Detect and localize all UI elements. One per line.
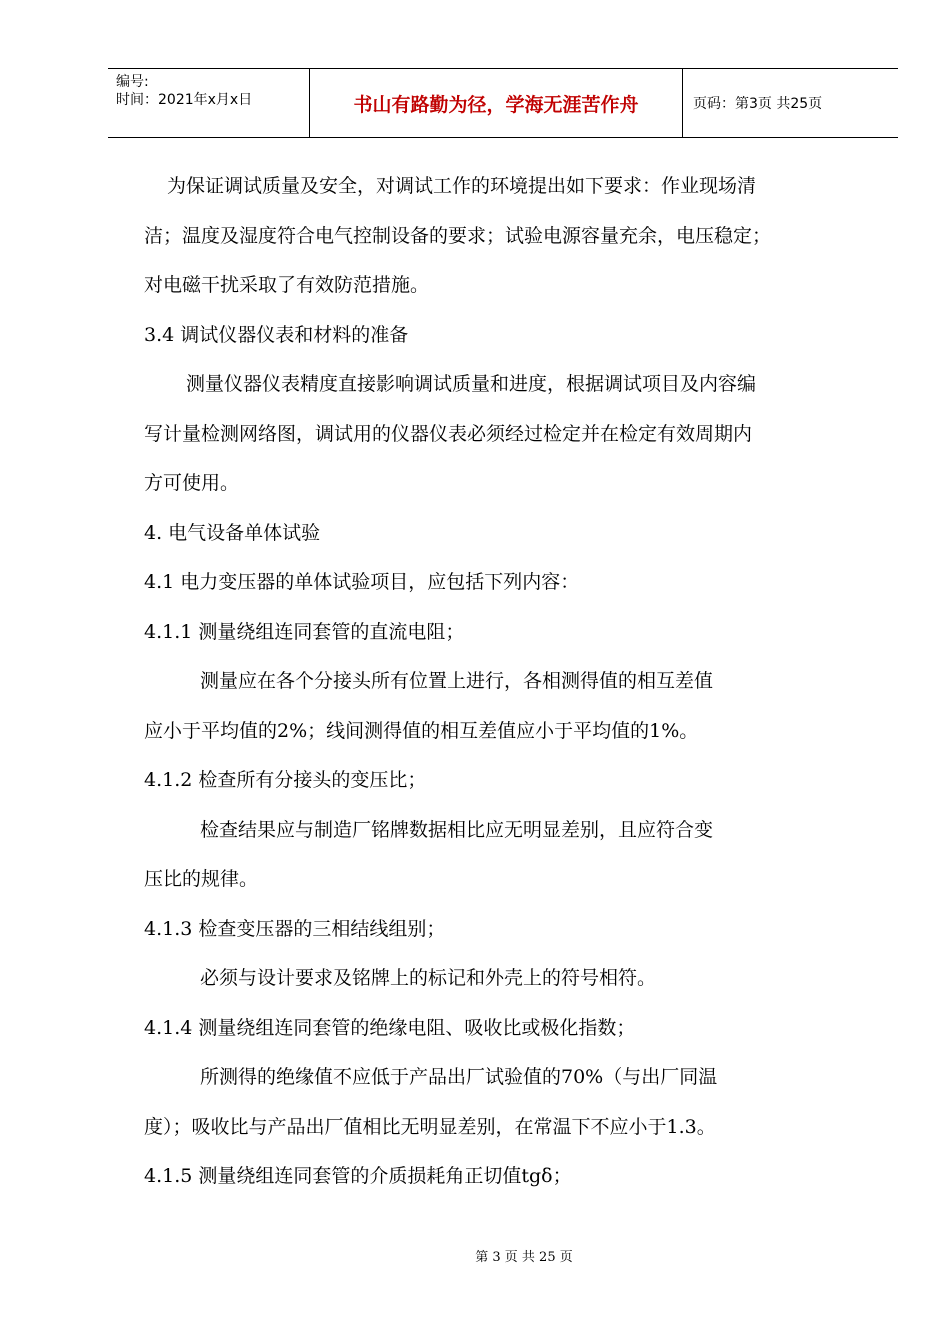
paragraph-line: 应小于平均值的2%；线间测得值的相互差值应小于平均值的1%。 — [144, 719, 699, 742]
paragraph-line: 测量应在各个分接头所有位置上进行，各相测得值的相互差值 — [200, 670, 714, 692]
section-heading: 4.1.3 检查变压器的三相结线组别； — [144, 917, 446, 940]
header-motto: 书山有路勤为径，学海无涯苦作舟 — [310, 69, 683, 137]
paragraph-line: 写计量检测网络图，调试用的仪器仪表必须经过检定并在检定有效周期内 — [144, 422, 753, 445]
paragraph-line: 为保证调试质量及安全，对调试工作的环境提出如下要求：作业现场清 — [167, 175, 757, 197]
number-label: 编号: — [116, 74, 149, 90]
section-heading: 4.1.1 测量绕组连同套管的直流电阻； — [144, 620, 465, 643]
page-footer — [0, 1246, 950, 1265]
paragraph-line: 检查结果应与制造厂铭牌数据相比应无明显差别，且应符合变 — [200, 818, 714, 841]
section-heading: 4.1 电力变压器的单体试验项目，应包括下列内容： — [144, 571, 580, 593]
footer-page-number: 第 3 页 共 25 页 — [475, 1250, 573, 1265]
document-body — [144, 162, 874, 1202]
time-label: 时间：2021年x月x日 — [116, 92, 253, 108]
paragraph-line: 对电磁干扰采取了有效防范措施。 — [144, 274, 430, 296]
section-heading: 3.4 调试仪器仪表和材料的准备 — [144, 323, 409, 346]
paragraph-line: 测量仪器仪表精度直接影响调试质量和进度，根据调试项目及内容编 — [186, 373, 757, 395]
paragraph-line: 必须与设计要求及铭牌上的标记和外壳上的符号相符。 — [200, 967, 657, 989]
header-page-info: 页码：第3页 共25页 — [693, 96, 823, 112]
paragraph-line: 度）；吸收比与产品出厂值相比无明显差别，在常温下不应小于1.3。 — [144, 1115, 716, 1138]
paragraph-line: 所测得的绝缘值不应低于产品出厂试验值的70%（与出厂同温 — [200, 1066, 718, 1088]
paragraph-line: 压比的规律。 — [144, 868, 259, 890]
section-heading: 4. 电气设备单体试验 — [144, 521, 321, 544]
paragraph-line: 洁；温度及湿度符合电气控制设备的要求；试验电源容量充余，电压稳定； — [144, 224, 772, 247]
paragraph-line: 方可使用。 — [144, 472, 240, 494]
section-heading: 4.1.4 测量绕组连同套管的绝缘电阻、吸收比或极化指数； — [144, 1016, 636, 1039]
page-header — [108, 68, 898, 138]
section-heading: 4.1.5 测量绕组连同套管的介质损耗角正切值tgδ； — [144, 1165, 572, 1187]
header-meta — [108, 69, 310, 137]
section-heading: 4.1.2 检查所有分接头的变压比； — [144, 769, 427, 791]
